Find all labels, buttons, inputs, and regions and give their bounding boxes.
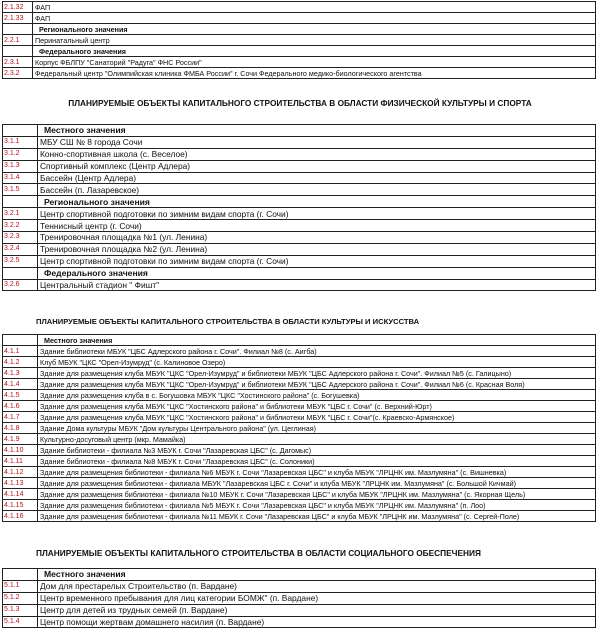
table-row [3,401,596,412]
row-code: 2.1.33 [3,13,33,24]
row-text: Здание Дома культуры МБУК "Дом культуры Центрального района" (ул. Цеглиная) [38,423,596,434]
table-row [3,489,596,500]
row-code: 4.1.6 [3,401,38,412]
subheader-text: Регионального значения [33,24,596,35]
row-text: Федеральный центр "Олимпийская клиника ФМБА России" г. Сочи Федерального медико-биологического агентства [33,68,596,79]
table-row [3,592,596,604]
table-row [3,57,596,68]
table-row [3,604,596,616]
subheader-text: Местного значения [38,125,596,137]
row-code: 4.1.2 [3,357,38,368]
row-code: 3.1.3 [3,160,38,172]
row-code: 4.1.9 [3,434,38,445]
table-row [3,423,596,434]
table-row [3,160,596,172]
row-code: 3.2.3 [3,232,38,244]
subheader-text: Федерального значения [33,46,596,57]
table-row [3,500,596,511]
row-code: 2.1.32 [3,2,33,13]
row-text: Здание для размещения библиотеки - филиала №6 МБУК г. Сочи "Лазаревская ЦБС" и клуба МБУК "ЛРЦНК им. Мазлумяна" (с. Вишневка) [38,467,596,478]
table-row [3,445,596,456]
row-code: 4.1.11 [3,456,38,467]
row-code [3,196,38,208]
table-row [3,220,596,232]
row-text: Центральный стадион " Фишт" [38,279,596,291]
social-table [2,568,596,628]
table-row [3,35,596,46]
row-code [3,267,38,279]
social-section-title: ПЛАНИРУЕМЫЕ ОБЪЕКТЫ КАПИТАЛЬНОГО СТРОИТЕЛЬСТВА В ОБЛАСТИ СОЦИАЛЬНОГО ОБЕСПЕЧЕНИЯ [36,548,481,558]
culture-section-title: ПЛАНИРУЕМЫЕ ОБЪЕКТЫ КАПИТАЛЬНОГО СТРОИТЕЛЬСТВА В ОБЛАСТИ КУЛЬТУРЫ И ИСКУССТВА [36,317,420,326]
table-row [3,255,596,267]
row-text: Бассейн (п. Лазаревское) [38,184,596,196]
table-subheader-row [3,335,596,346]
table-row [3,243,596,255]
table-row [3,279,596,291]
row-code: 3.2.4 [3,243,38,255]
table-subheader-row [3,24,596,35]
row-code: 4.1.12 [3,467,38,478]
row-text: Здание библиотеки МБУК "ЦБС Адлерского района г. Сочи". Филиал №8 (с. Аигба) [38,346,596,357]
row-code: 5.1.4 [3,616,38,628]
subheader-text: Регионального значения [38,196,596,208]
table-row [3,346,596,357]
health-table [2,1,596,79]
row-text: Центр спортивной подготовки по зимним видам спорта (г. Сочи) [38,208,596,220]
row-code: 4.1.8 [3,423,38,434]
table-row [3,357,596,368]
row-text: Здание для размещения клуба МБУК "ЦКС "Орел-Изумруд" и библиотеки МБУК "ЦБС Адлерского района г. Сочи". Филиал №5 (с. Галицыно) [38,368,596,379]
row-code: 2.3.1 [3,57,33,68]
culture-table [2,334,596,522]
row-code: 4.1.3 [3,368,38,379]
row-code [3,125,38,137]
row-text: Здание для размещения клуба МБУК "ЦКС "Хостинского района" и библиотеки МБУК "ЦБС г. Сочи" (с. Верхний-Юрт) [38,401,596,412]
table-row [3,412,596,423]
row-code [3,335,38,346]
row-code: 2.3.2 [3,68,33,79]
row-code: 2.2.1 [3,35,33,46]
row-code: 5.1.2 [3,592,38,604]
table-row [3,13,596,24]
row-code: 5.1.3 [3,604,38,616]
table-subheader-row [3,267,596,279]
row-code: 3.1.1 [3,136,38,148]
row-code: 3.1.2 [3,148,38,160]
row-code: 3.2.5 [3,255,38,267]
row-code: 5.1.1 [3,580,38,592]
table-row [3,616,596,628]
sport-table [2,124,596,291]
row-code [3,24,33,35]
subheader-text: Местного значения [38,569,596,581]
row-text: Центр для детей из трудных семей (п. Вардане) [38,604,596,616]
row-code: 3.2.1 [3,208,38,220]
row-text: Спортивный комплекс (Центр Адлера) [38,160,596,172]
table-row [3,390,596,401]
row-code: 4.1.4 [3,379,38,390]
row-text: Корпус ФБЛПУ "Санаторий "Радуга" ФНС России" [33,57,596,68]
row-text: Здание для размещения библиотеки - филиала №10 МБУК г. Сочи "Лазаревская ЦБС" и клуба МБУК "ЛРЦНК им. Мазлумяна" (с. Якорная Щель) [38,489,596,500]
table-row [3,208,596,220]
subheader-text: Местного значения [38,335,596,346]
row-text: Здание для размещения клуба МБУК "ЦКС "Орел-Изумруд" и библиотеки МБУК "ЦБС Адлерского района г. Сочи". Филиал №6 (с. Красная Воля) [38,379,596,390]
row-code: 3.1.4 [3,172,38,184]
row-code: 4.1.5 [3,390,38,401]
table-row [3,172,596,184]
row-text: Центр временного пребывания для лиц категории БОМЖ" (п. Вардане) [38,592,596,604]
row-text: ФАП [33,2,596,13]
table-row [3,148,596,160]
table-row [3,368,596,379]
row-text: Здание для размещения клуба в с. Богушовка МБУК "ЦКС "Хостинского района" (с. Богушевка) [38,390,596,401]
table-row [3,2,596,13]
table-row [3,456,596,467]
row-text: Конно-спортивная школа (с. Веселое) [38,148,596,160]
row-code: 4.1.15 [3,500,38,511]
table-row [3,232,596,244]
row-code: 4.1.14 [3,489,38,500]
row-text: Здание библиотеки - филиала №8 МБУК г. Сочи "Лазаревская ЦБС" (с. Солоники) [38,456,596,467]
row-text: Центр помощи жертвам домашнего насилия (п. Вардане) [38,616,596,628]
row-text: Центр спортивной подготовки по зимним видам спорта (г. Сочи) [38,255,596,267]
row-code [3,46,33,57]
subheader-text: Федерального значения [38,267,596,279]
table-subheader-row [3,569,596,581]
row-text: Здание библиотеки - филиала №3 МБУК г. Сочи "Лазаревская ЦБС" (с. Дагомыс) [38,445,596,456]
row-text: ФАП [33,13,596,24]
row-text: Клуб МБУК "ЦКС "Орел-Изумруд" (с. Калиновое Озеро) [38,357,596,368]
table-subheader-row [3,125,596,137]
row-code: 3.2.6 [3,279,38,291]
table-row [3,68,596,79]
row-text: Бассейн (Центр Адлера) [38,172,596,184]
row-text: Тренировочная площадка №2 (ул. Ленина) [38,243,596,255]
row-text: Перинатальный центр [33,35,596,46]
row-text: Теннисный центр (г. Сочи) [38,220,596,232]
row-text: Здание для размещения клуба МБУК "ЦКС "Хостинского района" и библиотеки МБУК "ЦБС г. Сочи"(с. Краевско-Армянское) [38,412,596,423]
row-code: 4.1.13 [3,478,38,489]
row-code: 3.1.5 [3,184,38,196]
row-code: 4.1.10 [3,445,38,456]
row-text: Здание для размещения библиотеки - филиала МБУК "Лазаревская ЦБС г. Сочи" и клуба МБУК "ЛРЦНК им. Мазлумяна" (с. Большой Кичмай) [38,478,596,489]
row-text: Дом для престарелых Строительство (п. Вардане) [38,580,596,592]
row-code [3,569,38,581]
row-text: Здание для размещения библиотеки - филиала №11 МБУК г. Сочи "Лазаревская ЦБС" и клуба МБУК "ЛРЦНК им. Мазлумяна" (с. Сергей-Поле) [38,511,596,522]
row-text: Культурно-досуговый центр (мкр. Мамайка) [38,434,596,445]
row-code: 4.1.1 [3,346,38,357]
row-text: Здание для размещения библиотеки - филиала №5 МБУК г. Сочи "Лазаревская ЦБС" и клуба МБУК "ЛРЦНК им. Мазлумяна" (п. Лоо) [38,500,596,511]
table-row [3,379,596,390]
row-text: Тренировочная площадка №1 (ул. Ленина) [38,232,596,244]
table-row [3,580,596,592]
row-code: 3.2.2 [3,220,38,232]
table-row [3,511,596,522]
table-row [3,136,596,148]
table-row [3,184,596,196]
row-code: 4.1.16 [3,511,38,522]
table-row [3,467,596,478]
table-subheader-row [3,196,596,208]
row-code: 4.1.7 [3,412,38,423]
table-row [3,434,596,445]
sport-section-title: ПЛАНИРУЕМЫЕ ОБЪЕКТЫ КАПИТАЛЬНОГО СТРОИТЕЛЬСТВА В ОБЛАСТИ ФИЗИЧЕСКОЙ КУЛЬТУРЫ И СПОРТА [68,98,532,108]
table-row [3,478,596,489]
table-subheader-row [3,46,596,57]
row-text: МБУ СШ № 8 города Сочи [38,136,596,148]
